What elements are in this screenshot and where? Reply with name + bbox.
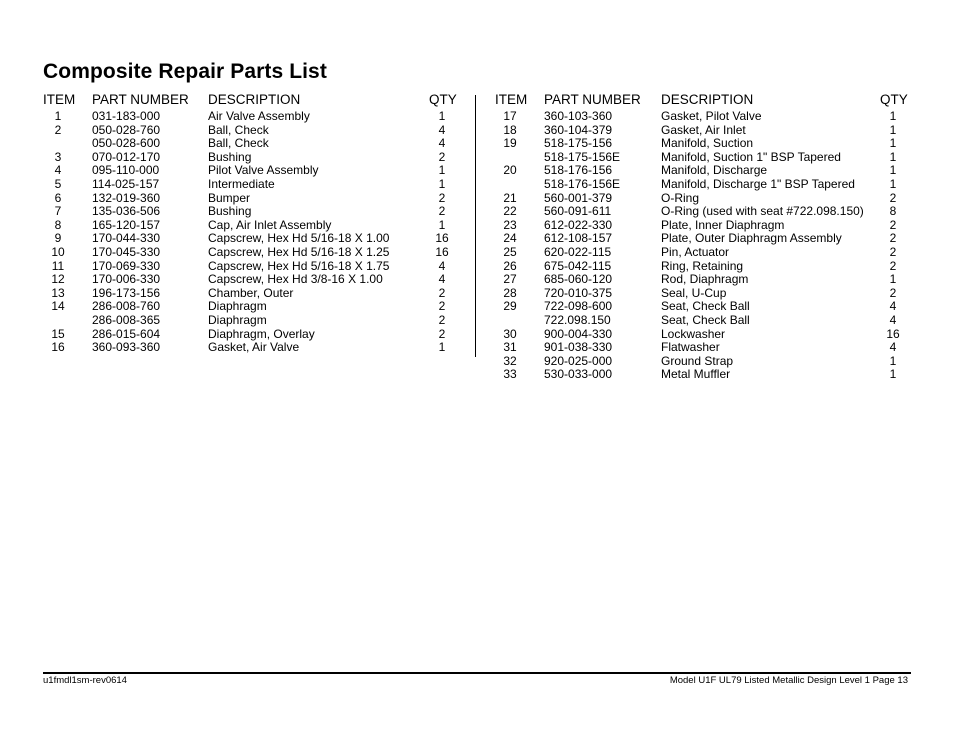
part-description: Ball, Check [208, 122, 269, 137]
quantity: 1 [889, 149, 897, 164]
quantity: 2 [438, 149, 446, 164]
part-description: Manifold, Discharge [661, 163, 768, 178]
quantity: 1 [438, 163, 446, 178]
table-row [495, 300, 913, 314]
item-number: 20 [503, 163, 517, 178]
part-description: Pilot Valve Assembly [208, 163, 319, 178]
quantity: 1 [889, 272, 897, 287]
quantity: 2 [438, 299, 446, 314]
part-number: 286-008-365 [92, 312, 161, 327]
quantity: 2 [438, 285, 446, 300]
item-number: 32 [503, 353, 517, 368]
part-number: 050-028-600 [92, 136, 161, 151]
part-description: Diaphragm [208, 299, 267, 314]
quantity: 2 [889, 231, 897, 246]
table-row [495, 273, 913, 287]
part-number-header: PART NUMBER [92, 92, 189, 107]
item-number: 27 [503, 272, 517, 287]
part-number: 518-176-156 [544, 163, 613, 178]
qty-header: QTY [429, 92, 457, 107]
quantity: 1 [438, 109, 446, 123]
description-header: DESCRIPTION [661, 92, 754, 107]
part-number: 132-019-360 [92, 190, 161, 205]
table-row [43, 137, 461, 151]
table-row [43, 287, 461, 301]
part-number: 114-025-157 [92, 176, 160, 191]
part-number: 360-093-360 [92, 340, 161, 355]
table-row [43, 246, 461, 260]
part-description: Metal Muffler [661, 367, 731, 382]
part-description: Air Valve Assembly [208, 109, 310, 123]
item-number: 10 [51, 244, 65, 259]
part-description: Plate, Outer Diaphragm Assembly [661, 231, 842, 246]
quantity: 1 [438, 340, 446, 355]
table-row [43, 164, 461, 178]
item-number: 33 [503, 367, 517, 382]
part-description: Manifold, Suction 1" BSP Tapered [661, 149, 841, 164]
table-row [495, 355, 913, 369]
part-number: 135-036-506 [92, 204, 161, 219]
part-description: Rod, Diaphragm [661, 272, 749, 287]
table-row [495, 246, 913, 260]
table-row [43, 178, 461, 192]
item-number: 11 [51, 258, 65, 273]
table-header [43, 92, 461, 108]
part-number: 196-173-156 [92, 285, 161, 300]
part-description: Intermediate [208, 176, 275, 191]
part-description: Plate, Inner Diaphragm [661, 217, 785, 232]
table-row [495, 341, 913, 355]
part-description: Ring, Retaining [661, 258, 744, 273]
item-number: 1 [54, 109, 62, 123]
table-row [43, 219, 461, 233]
table-row [43, 341, 461, 355]
part-number: 170-045-330 [92, 244, 161, 259]
part-number: 170-044-330 [92, 231, 161, 246]
part-number: 031-183-000 [92, 109, 161, 123]
part-description: Seat, Check Ball [661, 312, 750, 327]
part-number: 901-038-330 [544, 340, 613, 355]
quantity: 2 [438, 312, 446, 327]
part-description: Ball, Check [208, 136, 269, 151]
part-number: 530-033-000 [544, 367, 613, 382]
part-description: Flatwasher [661, 340, 720, 355]
page-footer-info: Model U1F UL79 Listed Metallic Design Level 1 Page 13 [669, 675, 908, 686]
item-number: 17 [503, 109, 517, 123]
quantity: 1 [889, 367, 897, 382]
table-row [495, 205, 913, 219]
table-row [495, 287, 913, 301]
part-description: Bushing [208, 149, 252, 164]
quantity: 1 [438, 217, 446, 232]
column-divider [475, 95, 476, 357]
item-number: 28 [503, 285, 517, 300]
part-number: 170-069-330 [92, 258, 161, 273]
table-row [495, 260, 913, 274]
item-number: 13 [51, 285, 65, 300]
part-number: 286-008-760 [92, 299, 161, 314]
part-description: Capscrew, Hex Hd 5/16-18 X 1.25 [208, 244, 390, 259]
item-number: 26 [503, 258, 517, 273]
part-number: 722.098.150 [544, 312, 611, 327]
table-row [43, 205, 461, 219]
part-number: 165-120-157 [92, 217, 161, 232]
qty-header: QTY [880, 92, 908, 107]
table-row [495, 232, 913, 246]
item-number: 14 [51, 299, 65, 314]
part-number: 720-010-375 [544, 285, 613, 300]
part-description: Gasket, Air Valve [208, 340, 300, 355]
quantity: 1 [889, 122, 897, 137]
item-number: 21 [503, 190, 517, 205]
table-row [495, 151, 913, 165]
table-row [495, 219, 913, 233]
part-description: Ground Strap [661, 353, 734, 368]
quantity: 2 [438, 204, 446, 219]
table-row [495, 178, 913, 192]
part-number: 070-012-170 [92, 149, 161, 164]
item-number: 7 [54, 204, 62, 219]
description-header: DESCRIPTION [208, 92, 301, 107]
part-number: 620-022-115 [544, 244, 612, 259]
quantity: 1 [438, 176, 446, 191]
part-number: 675-042-115 [544, 258, 612, 273]
quantity: 2 [889, 258, 897, 273]
part-description: Manifold, Suction [661, 136, 754, 151]
quantity: 1 [889, 353, 897, 368]
table-row [43, 328, 461, 342]
part-number: 050-028-760 [92, 122, 161, 137]
quantity: 2 [889, 217, 897, 232]
item-number: 4 [54, 163, 62, 178]
part-number: 170-006-330 [92, 272, 161, 287]
item-number: 9 [54, 231, 62, 246]
item-number: 29 [503, 299, 517, 314]
document-code: u1fmdl1sm-rev0614 [43, 675, 127, 686]
part-number: 360-104-379 [544, 122, 613, 137]
item-number: 8 [54, 217, 62, 232]
item-number: 18 [503, 122, 517, 137]
item-number: 15 [51, 326, 65, 341]
item-number: 31 [503, 340, 517, 355]
table-row [43, 232, 461, 246]
quantity: 16 [886, 326, 900, 341]
part-number: 560-091-611 [544, 204, 612, 219]
item-number: 30 [503, 326, 517, 341]
part-description: Manifold, Discharge 1" BSP Tapered [661, 176, 855, 191]
quantity: 4 [438, 122, 446, 137]
table-row [43, 151, 461, 165]
item-number: 24 [503, 231, 517, 246]
quantity: 4 [889, 299, 897, 314]
part-number: 518-176-156E [544, 176, 621, 191]
item-number: 23 [503, 217, 517, 232]
part-number: 920-025-000 [544, 353, 613, 368]
parts-table-right [495, 92, 913, 382]
table-row [495, 314, 913, 328]
page-title: Composite Repair Parts List [43, 60, 327, 83]
table-row [43, 300, 461, 314]
quantity: 4 [438, 136, 446, 151]
part-description: Gasket, Air Inlet [661, 122, 746, 137]
item-number: 2 [54, 122, 62, 137]
table-row [43, 124, 461, 138]
parts-rows-right [495, 110, 913, 382]
table-row [495, 192, 913, 206]
part-number: 095-110-000 [92, 163, 160, 178]
part-description: Bumper [208, 190, 251, 205]
table-header [495, 92, 913, 108]
part-description: Seat, Check Ball [661, 299, 750, 314]
item-number: 16 [51, 340, 65, 355]
table-row [43, 110, 461, 124]
part-number: 685-060-120 [544, 272, 613, 287]
part-description: Bushing [208, 204, 252, 219]
quantity: 2 [438, 190, 446, 205]
part-number-header: PART NUMBER [544, 92, 641, 107]
part-description: Lockwasher [661, 326, 726, 341]
table-row [43, 192, 461, 206]
item-number: 19 [503, 136, 517, 151]
table-row [495, 328, 913, 342]
part-number: 612-022-330 [544, 217, 613, 232]
table-row [43, 314, 461, 328]
parts-rows-left [43, 110, 461, 355]
item-number: 25 [503, 244, 517, 259]
part-description: O-Ring (used with seat #722.098.150) [661, 204, 864, 219]
quantity: 4 [889, 340, 897, 355]
parts-table-left [43, 92, 461, 355]
item-number: 5 [54, 176, 62, 191]
quantity: 2 [889, 244, 897, 259]
item-number: 12 [51, 272, 65, 287]
part-description: Chamber, Outer [208, 285, 294, 300]
quantity: 16 [435, 231, 449, 246]
quantity: 1 [889, 136, 897, 151]
part-number: 560-001-379 [544, 190, 613, 205]
table-row [495, 164, 913, 178]
quantity: 1 [889, 109, 897, 123]
table-row [43, 273, 461, 287]
table-row [495, 110, 913, 124]
part-number: 360-103-360 [544, 109, 613, 123]
quantity: 4 [889, 312, 897, 327]
quantity: 2 [889, 285, 897, 300]
part-description: Diaphragm [208, 312, 267, 327]
part-description: Seal, U-Cup [661, 285, 727, 300]
table-row [495, 124, 913, 138]
part-number: 612-108-157 [544, 231, 613, 246]
footer-divider [43, 672, 911, 674]
part-description: O-Ring [661, 190, 700, 205]
item-header: ITEM [43, 92, 76, 107]
quantity: 1 [889, 163, 897, 178]
quantity: 8 [889, 204, 897, 219]
item-header: ITEM [495, 92, 528, 107]
part-description: Capscrew, Hex Hd 3/8-16 X 1.00 [208, 272, 383, 287]
part-description: Pin, Actuator [661, 244, 730, 259]
part-number: 900-004-330 [544, 326, 613, 341]
item-number: 3 [54, 149, 62, 164]
table-row [495, 137, 913, 151]
part-description: Gasket, Pilot Valve [661, 109, 762, 123]
part-description: Capscrew, Hex Hd 5/16-18 X 1.75 [208, 258, 390, 273]
quantity: 16 [435, 244, 449, 259]
quantity: 4 [438, 272, 446, 287]
part-number: 286-015-604 [92, 326, 161, 341]
item-number: 6 [54, 190, 62, 205]
part-number: 722-098-600 [544, 299, 613, 314]
quantity: 2 [438, 326, 446, 341]
part-number: 518-175-156 [544, 136, 613, 151]
quantity: 4 [438, 258, 446, 273]
quantity: 2 [889, 190, 897, 205]
quantity: 1 [889, 176, 897, 191]
table-row [43, 260, 461, 274]
table-row [495, 368, 913, 382]
part-number: 518-175-156E [544, 149, 621, 164]
item-number: 22 [503, 204, 517, 219]
part-description: Cap, Air Inlet Assembly [208, 217, 332, 232]
part-description: Diaphragm, Overlay [208, 326, 315, 341]
part-description: Capscrew, Hex Hd 5/16-18 X 1.00 [208, 231, 390, 246]
